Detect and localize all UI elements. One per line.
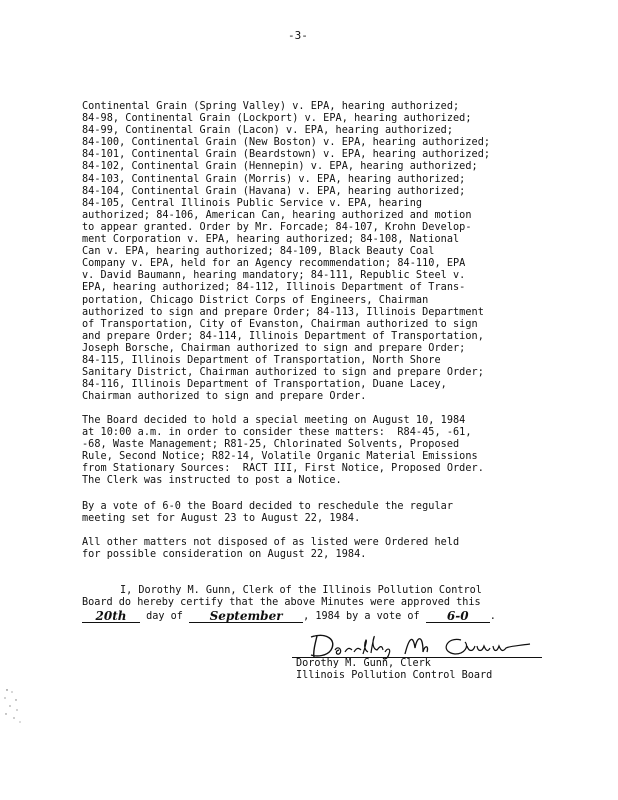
year-vote-text: , 1984 by a vote of [303, 611, 426, 622]
handwritten-day: 20th [95, 609, 127, 623]
certification-line-2: Board do hereby certify that the above Minutes were approved this [82, 597, 481, 608]
handwritten-signature [305, 630, 535, 660]
other-matters-paragraph: All other matters not disposed of as listed were Ordered held for possible consideration on August 22, 1984. [82, 537, 460, 561]
handwritten-vote: 6-0 [446, 609, 469, 623]
signatory-title: Illinois Pollution Control Board [296, 670, 493, 681]
month-blank [189, 610, 303, 623]
case-actions-paragraph: Continental Grain (Spring Valley) v. EPA, hearing authorized; 84-98, Continental Grain (Lockport) v. EPA, hearing authorized; 84-99, Continental Grain (Lacon) v. EPA, hearing authorized; 84-100, Continental Grain (New Boston) v. EPA, hearing authorized; 84-101, Continental Grain (Beardstown) v. EPA, hearing authorized; 84-102, Continental Grain (Hennepin) v. EPA, hearing authorized; 84-103, Continental Grain (Morris) v. EPA, hearing authorized; 84-104, Continental Grain (Havana) v. EPA, hearing authorized; 84-105, Central Illinois Public Service v. EPA, hearing authorized; 84-106, American Can, hearing authorized and motion to appear granted. Order by Mr. Forcade; 84-107, Krohn Develop- ment Corporation v. EPA, hearing authorized; 84-108, National Can v. EPA, hearing authorized; 84-109, Black Beauty Coal Company v. EPA, held for an Agency recommendation; 84-110, EPA v. David Baumann, hearing mandatory; 84-111, Republic Steel v. EPA, hearing authorized; 84-112, Illinois Department of Trans- portation, Chicago District Corps of Engineers, Chairman authorized to sign and prepare Order; 84-113, Illinois Department of Transportation, City of Evanston, Chairman authorized to sign and prepare Order; 84-114, Illinois Department of Transportation, Joseph Borsche, Chairman authorized to sign and prepare Order; 84-115, Illinois Department of Transportation, North Shore Sanitary District, Chairman authorized to sign and prepare Order; 84-116, Illinois Department of Transportation, Duane Lacey, Chairman authorized to sign and prepare Order. [82, 101, 491, 403]
day-of-text: day of [140, 611, 190, 622]
vote-blank [426, 610, 490, 623]
page-number: -3- [288, 29, 308, 42]
certification-line-3 [82, 610, 592, 623]
day-blank [82, 610, 140, 623]
handwritten-month: September [209, 609, 283, 623]
signatory-name: Dorothy M. Gunn, Clerk [296, 658, 431, 669]
certification-line-1: I, Dorothy M. Gunn, Clerk of the Illinois Pollution Control [120, 585, 482, 596]
special-meeting-paragraph: The Board decided to hold a special meeting on August 10, 1984 at 10:00 a.m. in order to consider these matters: R84-45, -61, -68, Waste Management; R81-25, Chlorinated Solvents, Proposed Rule, Second Notice; R82-14, Volatile Organic Material Emissions from Stationary Sources: RACT III, First Notice, Proposed Order. The Clerk was instructed to post a Notice. [82, 415, 484, 487]
scan-specks [2, 686, 24, 726]
reschedule-paragraph: By a vote of 6-0 the Board decided to reschedule the regular meeting set for August 23 to August 22, 1984. [82, 501, 454, 525]
end-period: . [489, 611, 496, 622]
